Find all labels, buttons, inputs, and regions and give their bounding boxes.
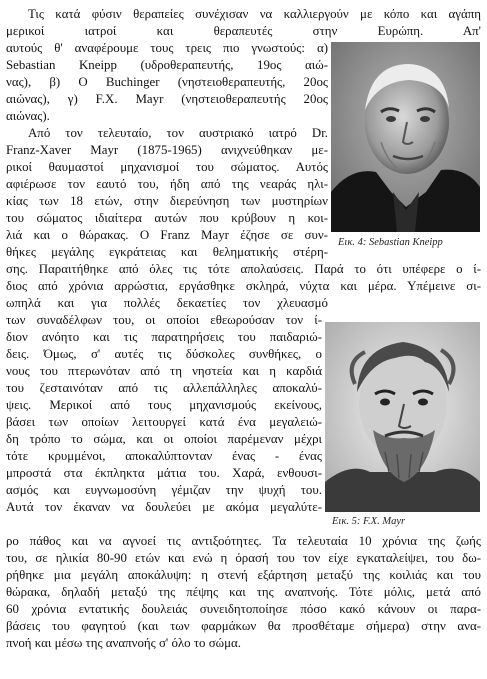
text-line: πνοή και μέσω της αναπνοής σ' όλο το σώμα. xyxy=(6,636,242,650)
text-line: μπροστά στα έκπληκτα μάτια του. Χαρά, ενθουσι- xyxy=(6,466,322,480)
text-line: νας), β) Ο Buchinger (νηστειοθεραπευτής, 20ος xyxy=(6,75,328,89)
text-line: Τις κατά φύσιν θεραπείες συνέχισαν να καλλιεργούν με κόπο και αγάπη xyxy=(28,7,481,21)
paragraph-mayr-left-2 xyxy=(6,312,322,516)
text-line: μερικοί ιατροί και θεραπευτές στην Ευρώπη. Απ' xyxy=(6,24,481,38)
text-line: των συναδέλφων του, οι οποίοι εθεωρούσαν τον ί- xyxy=(6,313,322,327)
text-line: λιά και ο θώρακας. Ο Franz Mayr έζησε σε συν- xyxy=(6,228,328,242)
caption-kneipp: Εικ. 4: Sebastian Kneipp xyxy=(338,237,443,248)
caption-mayr: Εικ. 5: F.X. Mayr xyxy=(332,516,406,527)
text-line: νους του πτερωνόταν από τη νηστεία και η καρδιά xyxy=(6,364,322,378)
portrait-kneipp-image xyxy=(331,42,480,232)
portrait-photo-kneipp xyxy=(331,42,480,232)
paragraph-mayr-left xyxy=(6,125,328,261)
paragraph-mayr-bottom xyxy=(6,533,481,652)
portrait-mayr-image xyxy=(325,322,480,512)
text-line: τότε κρυμμένοι, αποκαλύπτονταν ένας - ένας xyxy=(6,449,322,463)
text-line: διον ανόητο και τις παρατηρήσεις του παιδαριώ- xyxy=(6,330,322,344)
text-line: ρο πάθος και να αγνοεί τις αντιξοότητες. Τα τελευταία 10 χρόνια της ζωής xyxy=(6,534,481,548)
text-line: Franz-Xaver Mayr (1875-1965) ανιχνεύθηκαν με- xyxy=(6,143,328,157)
text-line: αιώνας), γ) F.X. Mayr (νηστειοθεραπευτής 20ος xyxy=(6,92,328,106)
text-line: του, σε ηλικία 80-90 ετών και ενώ η όρασή του τον είχε εγκαταλείψει, του δω- xyxy=(6,551,481,565)
paragraph-intro-left xyxy=(6,40,328,125)
text-line: 60 χρόνια εντατικής δουλειάς συνειδητοποίησε πόσο κακό κάνουν οι παρα- xyxy=(6,602,481,616)
text-line: Sebastian Kneipp (υδροθεραπευτής, 19ος αιώ- xyxy=(6,58,328,72)
text-line: κίας των 18 ετών, στην διερεύνηση των μυστηρίων xyxy=(6,194,328,208)
text-line: αφιέρωσε τον εαυτό του, ήδη από της νεαράς ηλι- xyxy=(6,177,328,191)
text-line: Από τον τελευταίο, τον αυστριακό ιατρό Dr. xyxy=(28,126,328,140)
text-line: ωπηλά και για πολλές δεκαετίες τον χλευασμό xyxy=(6,296,328,310)
text-line: βάσεις του φαγητού (και των φαρμάκων θα προσθέταμε σήμερα) στην ανα- xyxy=(6,619,481,633)
paragraph-intro-top xyxy=(6,6,481,40)
text-line: ρήθηκε μια μεγάλη αποκάλυψη: η στενή εξάρτηση μεταξύ της κοιλιάς και του xyxy=(6,568,481,582)
text-line: αιώνας). xyxy=(6,109,50,123)
text-line: ψεις. Μερικοί από τους μηχανισμούς εκείνους, xyxy=(6,398,322,412)
text-line: Αυτά τον έκαναν να δουλεύει με ακόμα μεγαλύτε- xyxy=(6,500,322,514)
portrait-photo-mayr xyxy=(325,322,480,512)
text-line: δεις. Όμως, σ' αυτές τις δύσκολες συνθήκες, ο xyxy=(6,347,322,361)
text-line: θώρακα, δηλαδή μεταξύ της πέψης και της αναπνοής. Τότε μόλις, μετά από xyxy=(6,585,481,599)
text-line: του σώματος ιδιαίτερα αυτών που κρύβουν η κοι- xyxy=(6,211,328,225)
text-line: του ζεσταινόταν από τις αλλεπάλληλες αποκαλύ- xyxy=(6,381,322,395)
text-line: βάσει των οποίων λειτουργεί κατά ένα μεγαλειώ- xyxy=(6,415,322,429)
text-line: ασμός και ευγνωμοσύνη γέμιζαν την ψυχή του. xyxy=(6,483,322,497)
text-line: διος από χρόνια αρρώστια, εργάσθηκε σκληρά, νύχτα και μέρα. Υπέμεινε σι- xyxy=(6,279,481,293)
text-line: σης. Παραιτήθηκε από όλες τις τότε απολαύσεις. Παρά το ότι υπέφερε ο ί- xyxy=(6,262,481,276)
text-line: ρικοί θαυμαστοί μηχανισμοί του σώματος. Αυτός xyxy=(6,160,328,174)
text-line: δη τρόπο το σώμα, και οι οποίοι παρέμεναν μέχρι xyxy=(6,432,322,446)
paragraph-mayr-full xyxy=(6,261,481,312)
text-line: θήκες μεγάλης εγκράτειας και θεληματικής στέρη- xyxy=(6,245,328,259)
text-line: αυτούς θ' αναφέρουμε τους τρεις πιο γνωστούς: α) xyxy=(6,41,328,55)
